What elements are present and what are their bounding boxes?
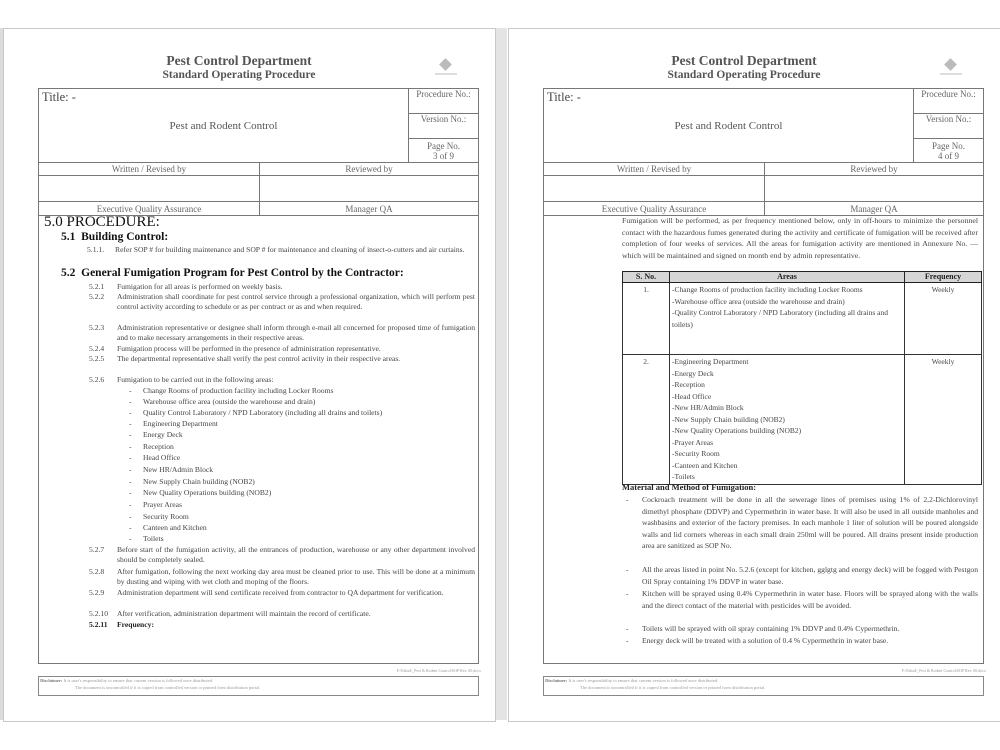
material-item: - All the areas listed in point No. 5.2.6 (except for kitchen, gglgtg and energy deck) will be fogged with Pestgon Oil Spray containing 1% DDVP in water base.	[626, 565, 978, 586]
row-areas: -Engineering Department -Energy Deck -Reception -Head Office -New HR/Admin Block -New Supply Chain building (NOB2) -New Quality Operations building (NOB2) -Prayer Areas -Security Room -Canteen and Kitchen -Toilets	[670, 355, 905, 485]
material-item: - Cockroach treatment will be done in all the sewerage lines of premises using 1% of 2,2-Dichlorovinyl dimethyl phosphate (DDVP) and Cypermethrin in water base. It will also be used in all outside manholes and washbasins and exterior of the factory premises. In each manhole 1 liter of solution will be poured alongside walls and lid corners whereas in each small drain 250ml will be poured. All drains present inside production area are sanitized as SOP No.	[626, 495, 978, 551]
reviewed-by-role: Manager QA	[260, 202, 479, 216]
procedure-no-label: Procedure No.:	[913, 89, 983, 114]
col-areas: Areas	[670, 272, 905, 283]
page-no-cell: Page No. 3 of 9	[408, 139, 478, 163]
disclaimer-line-2: The document is uncontrolled if it is copied from controlled version or printed form distribution portal.	[75, 685, 261, 690]
page-gap	[495, 28, 507, 720]
document-page-3	[3, 28, 496, 722]
company-logo-icon	[938, 56, 964, 82]
written-by-role: Executive Quality Assurance	[39, 202, 260, 216]
reviewed-by-label: Reviewed by	[765, 163, 984, 176]
subsection-5-2: 5.2 General Fumigation Program for Pest Control by the Contractor:	[61, 267, 404, 279]
written-by-role: Executive Quality Assurance	[544, 202, 765, 216]
procedure-body: 5.0 PROCEDURE: 5.1 Building Control: 5.1.1. Refer SOP # for building maintenance and SOP # for maintenance and cleaning of insect-o-cutters and air curtains. 5.2 General Fumigation Program for Pest Control by the Contractor: 5.2.1 Fumigation for all areas is performed on weekly basis. 5.2.2 Administration shall coordinate for pest control service through a professional organization, which will perform pest control activity according to schedule or as per contract or as and when required. 5.2.3 Administration representative or designee shall inform through e-mail all concerned for proposed time of fumigation and to make necessary arrangements in their respective areas. 5.2.4 Fumigation process will be performed in the presence of administration representative. 5.2.5 The departmental representative shall verify the pest control activity in their respective areas. 5.2.6 Fumigation to be carried out in the following areas: - Change Rooms of production facility including Locker Rooms - Warehouse office area (outside the warehouse and drain) - Quality Control Laboratory / NPD Laboratory (including all drains and toilets) - Engineering Department - Energy Deck - Reception - Head Office - New HR/Admin Block - New Supply Chain building (NOB2) - New Quality Operations building (NOB2) - Prayer Areas - Security Room - Canteen and Kitchen - Toilets 5.2.7 Before start of the fumigation activity, all the entrances of production, warehouse or any other department involved should be completely sealed. 5.2.8 After fumigation, following the next working day area must be cleaned prior to use. This will be done at a minimum by dusting and wiping with wet cloth and moping of the floors. 5.2.9 Administration department will send certificate received from contractor to QA department for verification. 5.2.10 After verification, administration department will maintain the record of certificate. 5.2.11 Frequency:	[38, 212, 479, 664]
written-by-signature	[544, 176, 765, 202]
file-path: F:\Fahad\_Pest & Rodent Control\SOP Rev. 00.docx	[396, 668, 481, 673]
reviewed-by-role: Manager QA	[765, 202, 984, 216]
disclaimer-line-2: The document is uncontrolled if it is copied from controlled version or printed form distribution portal.	[580, 685, 766, 690]
page-number: 4 of 9	[937, 150, 959, 161]
disclaimer-label: Disclaimer:	[40, 678, 63, 683]
document-page-4	[508, 28, 1000, 722]
company-logo-icon	[433, 56, 459, 82]
department-heading: Pest Control Department	[671, 53, 817, 68]
disclaimer-label: Disclaimer:	[545, 678, 568, 683]
item-5-1-1: 5.1.1. Refer SOP # for building maintenance and SOP # for maintenance and cleaning of insect-o-cutters and air curtains.	[87, 245, 465, 254]
document-title: Pest and Rodent Control	[169, 119, 278, 132]
frequency-table	[622, 271, 982, 485]
reviewed-by-signature	[260, 176, 479, 202]
document-title: Pest and Rodent Control	[674, 119, 783, 132]
col-sno: S. No.	[623, 272, 670, 283]
disclaimer-box	[543, 676, 984, 696]
sop-subheading: Standard Operating Procedure	[667, 69, 821, 81]
disclaimer-line-1: It is user's responsibility to ensure that current version is followed once distributed.	[63, 678, 214, 683]
title-label: Title: -	[42, 90, 76, 104]
row-areas: -Change Rooms of production facility including Locker Rooms -Warehouse office area (outside the warehouse and drain) -Quality Control Laboratory / NPD Laboratory (including all drains and toilets)	[670, 283, 905, 355]
procedure-no-label: Procedure No.:	[408, 89, 478, 114]
version-no-label: Version No.:	[408, 114, 478, 139]
material-item: - Energy deck will be treated with a solution of 0.4 % Cypermethrin in water base.	[626, 636, 889, 645]
title-label: Title: -	[547, 90, 581, 104]
fumigation-intro: Fumigation will be performed, as per frequency mentioned below, only in off-hours to minimize the personnel contact with the hazardous fumes generated during the activity and certificate of fumigation will be received after completion of four weeks of services. All the areas for fumigation activity are mentioned in Annexure No. — which will be maintained and signed on month end by admin representative.	[622, 216, 978, 260]
reviewed-by-label: Reviewed by	[260, 163, 479, 176]
written-by-label: Written / Revised by	[39, 163, 260, 176]
material-method-heading: Material and Method of Fumigation:	[622, 482, 757, 492]
disclaimer-box	[38, 676, 479, 696]
written-by-signature	[39, 176, 260, 202]
sop-subheading: Standard Operating Procedure	[162, 69, 316, 81]
page-number: 3 of 9	[432, 150, 454, 161]
written-by-label: Written / Revised by	[544, 163, 765, 176]
material-item: - Kitchen will be sprayed using 0.4% Cypermethrin in water base. Floors will be sprayed along with the walls and the direct contact of the material with pesticides will be avoided.	[626, 589, 978, 610]
subsection-5-1: 5.1 Building Control:	[61, 231, 169, 243]
col-frequency: Frequency	[905, 272, 982, 283]
section-heading: 5.0 PROCEDURE:	[44, 214, 160, 230]
version-no-label: Version No.:	[913, 114, 983, 139]
file-path: F:\Fahad\_Pest & Rodent Control\SOP Rev. 00.docx	[901, 668, 986, 673]
document-header-table	[38, 88, 479, 216]
material-item: - Toilets will be sprayed with oil spray containing 1% DDVP and 0.4% Cypermethrin.	[626, 624, 900, 633]
disclaimer-line-1: It is user's responsibility to ensure that current version is followed once distributed.	[568, 678, 719, 683]
reviewed-by-signature	[765, 176, 984, 202]
procedure-body	[543, 212, 984, 664]
page-no-cell: Page No. 4 of 9	[913, 139, 983, 163]
document-header-table	[543, 88, 984, 216]
table-row: 1. -Change Rooms of production facility including Locker Rooms -Warehouse office area (outside the warehouse and drain) -Quality Control Laboratory / NPD Laboratory (including all drains and toilets) Weekly	[623, 283, 982, 355]
table-row: 2. -Engineering Department -Energy Deck -Reception -Head Office -New HR/Admin Block -New Supply Chain building (NOB2) -New Quality Operations building (NOB2) -Prayer Areas -Security Room -Canteen and Kitchen -Toilets Weekly	[623, 355, 982, 485]
department-heading: Pest Control Department	[166, 53, 312, 68]
